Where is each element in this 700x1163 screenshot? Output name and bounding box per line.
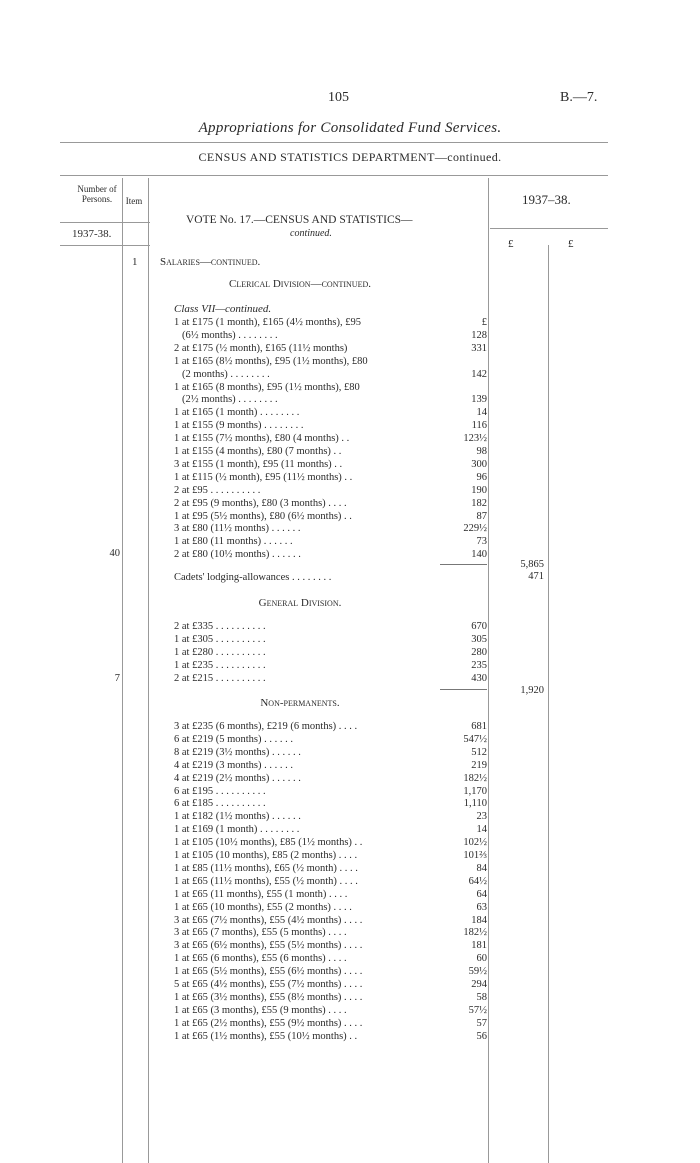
clerical_lines-amount: 123½ <box>463 433 487 445</box>
nonperm_lines-text: 1 at £65 (11½ months), £55 (½ month) . . . . <box>174 875 358 887</box>
nonperm_lines-amount: 56 <box>476 1030 487 1042</box>
nonperm_lines-amount: 63 <box>476 901 487 913</box>
general_lines-amount: 280 <box>471 646 487 658</box>
clerical_lines-text: 3 at £155 (1 month), £95 (11 months) . . <box>174 458 343 470</box>
nonperm_lines-amount: 681 <box>471 721 487 732</box>
nonperm_lines-text: 1 at £182 (1½ months) . . . . . . <box>174 811 301 823</box>
nonperm_lines-text: 6 at £195 . . . . . . . . . . <box>174 785 266 797</box>
clerical_lines-amount: 190 <box>471 484 487 496</box>
clerical_lines-text: 1 at £155 (7½ months), £80 (4 months) . . <box>174 433 350 445</box>
clerical_lines-text: 1 at £115 (½ month), £95 (11½ months) . . <box>174 471 353 483</box>
nonperm_lines-amount: 294 <box>471 979 487 990</box>
nonperm_lines-text: 1 at £65 (2½ months), £55 (9½ months) . . . . <box>174 1017 363 1029</box>
nonperm_lines-text: 1 at £65 (10 months), £55 (2 months) . . . . <box>174 901 352 913</box>
pound-header-1: £ <box>508 238 514 250</box>
nonperm_lines-text: 3 at £65 (7½ months), £55 (4½ months) . . . . <box>174 914 363 926</box>
clerical_lines-text: 1 at £165 (8 months), £95 (1½ months), £80 <box>174 381 360 393</box>
nonperm_lines-amount: 182½ <box>463 772 487 784</box>
clerical_lines-text: (2 months) . . . . . . . . <box>182 368 270 380</box>
header-rule-right <box>490 228 608 229</box>
column-header-item: Item <box>125 196 143 206</box>
nonperm_lines-amount: 84 <box>476 862 487 874</box>
clerical_lines-text: 2 at £175 (½ month), £165 (11½ months) <box>174 342 348 354</box>
general_lines-text: 1 at £280 . . . . . . . . . . <box>174 646 266 658</box>
cadets-line: Cadets' lodging-allowances . . . . . . . . <box>174 572 332 583</box>
nonperm_lines-text: 1 at £65 (3 months), £55 (9 months) . . . . <box>174 1004 347 1016</box>
cadets-total: 471 <box>528 571 544 582</box>
nonperm_lines-text: 6 at £219 (5 months) . . . . . . <box>174 733 293 745</box>
clerical_lines-text: 2 at £80 (10½ months) . . . . . . <box>174 549 301 561</box>
page-title: Appropriations for Consolidated Fund Services. <box>198 120 502 136</box>
general-division-heading: General Division. <box>258 597 342 609</box>
nonperm_lines-text: 5 at £65 (4½ months), £55 (7½ months) . . . . <box>174 979 363 990</box>
clerical-persons-count: 40 <box>109 548 120 559</box>
nonperm_lines-text: 1 at £65 (3½ months), £55 (8½ months) . . . . <box>174 991 363 1003</box>
nonperm_lines-amount: 58 <box>476 991 487 1003</box>
clerical_lines-amount: 116 <box>471 420 487 432</box>
column-divider-persons <box>122 178 123 1163</box>
nonperm_lines-text: 4 at £219 (2½ months) . . . . . . <box>174 772 301 784</box>
nonperm_lines-text: 1 at £65 (1½ months), £55 (10½ months) . . <box>174 1030 358 1042</box>
general-persons-count: 7 <box>114 673 120 684</box>
general-sum-rule <box>440 689 487 690</box>
nonperm_lines-amount: 14 <box>476 824 487 836</box>
clerical_lines-amount: 140 <box>471 549 487 561</box>
general_lines-amount: 670 <box>471 621 487 632</box>
clerical_lines-amount: 98 <box>476 446 487 457</box>
salaries-heading: Salaries—continued. <box>160 256 261 268</box>
general-total: 1,920 <box>520 685 544 696</box>
clerical_lines-text: 2 at £95 . . . . . . . . . . <box>174 484 261 496</box>
nonperm_lines-amount: 1,110 <box>463 798 487 810</box>
column-header-year-left: 1937-38. <box>72 228 112 240</box>
vote-title: VOTE No. 17.—CENSUS AND STATISTICS— <box>186 214 413 226</box>
clerical_lines-amount: 300 <box>471 458 487 470</box>
item-number: 1 <box>132 256 138 268</box>
nonperm_lines-text: 3 at £235 (6 months), £219 (6 months) . . . . <box>174 721 358 732</box>
clerical_lines-text: 1 at £80 (11 months) . . . . . . <box>174 536 293 548</box>
nonperm_lines-amount: 1,170 <box>463 785 487 797</box>
column-divider-amount <box>488 178 489 1163</box>
nonperm_lines-text: 1 at £169 (1 month) . . . . . . . . <box>174 824 300 836</box>
clerical_lines-amount: 139 <box>471 394 487 406</box>
clerical_lines-text: 1 at £175 (1 month), £165 (4½ months), £95 <box>174 317 361 328</box>
nonperm_lines-amount: 23 <box>476 811 487 823</box>
title-rule <box>60 142 608 143</box>
nonperm_lines-text: 1 at £65 (5½ months), £55 (6½ months) . . . . <box>174 966 363 978</box>
class-heading: Class VII—continued. <box>174 303 272 315</box>
clerical_lines-text: 1 at £165 (1 month) . . . . . . . . <box>174 407 300 419</box>
clerical_lines-amount: 331 <box>471 342 487 354</box>
nonperm_lines-amount: 184 <box>471 914 487 926</box>
department-heading: CENSUS AND STATISTICS DEPARTMENT—continued. <box>198 150 502 164</box>
nonperm_lines-amount: 64½ <box>468 875 487 887</box>
clerical_lines-text: 2 at £95 (9 months), £80 (3 months) . . . . <box>174 497 347 509</box>
clerical-total: 5,865 <box>520 559 544 570</box>
nonperm_lines-amount: 60 <box>476 953 487 965</box>
nonperm_lines-text: 1 at £105 (10½ months), £85 (1½ months) . . <box>174 837 363 849</box>
clerical_lines-text: 1 at £155 (4 months), £80 (7 months) . . <box>174 446 342 457</box>
clerical_lines-text: 1 at £165 (8½ months), £95 (1½ months), £80 <box>174 355 368 367</box>
nonperm_lines-text: 3 at £65 (7 months), £55 (5 months) . . . . <box>174 927 347 939</box>
general_lines-text: 1 at £305 . . . . . . . . . . <box>174 633 266 645</box>
column-divider-item <box>148 178 149 1163</box>
clerical_lines-text: 3 at £80 (11½ months) . . . . . . <box>174 523 301 535</box>
general_lines-amount: 305 <box>471 633 487 645</box>
nonperm_lines-text: 1 at £65 (11 months), £55 (1 month) . . . . <box>174 888 348 900</box>
nonperm_lines-amount: 181 <box>471 940 487 952</box>
nonperm_lines-amount: 57½ <box>468 1004 487 1016</box>
clerical_lines-amount: 14 <box>476 407 487 419</box>
non-permanents-heading: Non-permanents. <box>260 697 340 709</box>
nonperm_lines-amount: 59½ <box>468 966 487 978</box>
nonperm_lines-amount: 64 <box>476 888 487 900</box>
page-number: 105 <box>328 90 349 105</box>
clerical_lines-text: (2½ months) . . . . . . . . <box>182 394 278 406</box>
nonperm_lines-amount: 182½ <box>463 927 487 939</box>
clerical_lines-text: (6½ months) . . . . . . . . <box>182 329 278 341</box>
column-header-persons: Number of Persons. <box>77 184 117 204</box>
nonperm_lines-text: 3 at £65 (6½ months), £55 (5½ months) . . . . <box>174 940 363 952</box>
column-header-year-right: 1937–38. <box>522 192 571 207</box>
nonperm_lines-text: 1 at £105 (10 months), £85 (2 months) . . . . <box>174 850 358 861</box>
nonperm_lines-text: 1 at £65 (6 months), £55 (6 months) . . . . <box>174 953 347 965</box>
clerical_lines-amount: 229½ <box>463 523 487 535</box>
nonperm_lines-amount: 102½ <box>463 837 487 849</box>
pound-header-2: £ <box>568 238 574 250</box>
nonperm_lines-text: 8 at £219 (3½ months) . . . . . . <box>174 746 301 758</box>
clerical_lines-text: 1 at £95 (5½ months), £80 (6½ months) . . <box>174 510 352 522</box>
nonperm_lines-amount: 547½ <box>463 733 487 745</box>
nonperm_lines-text: 6 at £185 . . . . . . . . . . <box>174 798 266 810</box>
general_lines-amount: 430 <box>471 672 487 684</box>
nonperm_lines-text: 1 at £85 (11½ months), £65 (½ month) . . . . <box>174 862 358 874</box>
clerical_lines-amount: £ <box>481 317 487 328</box>
clerical_lines-text: 1 at £155 (9 months) . . . . . . . . <box>174 420 304 432</box>
document-reference: B.—7. <box>560 90 598 105</box>
general_lines-text: 1 at £235 . . . . . . . . . . <box>174 659 266 671</box>
vote-continued: continued. <box>290 228 332 239</box>
general_lines-text: 2 at £215 . . . . . . . . . . <box>174 672 266 684</box>
department-rule <box>60 175 608 176</box>
clerical_lines-amount: 73 <box>476 536 487 548</box>
clerical_lines-amount: 142 <box>471 368 487 380</box>
clerical-sum-rule <box>440 564 487 565</box>
clerical_lines-amount: 96 <box>476 471 487 483</box>
header-rule-left-2 <box>60 245 150 246</box>
nonperm_lines-amount: 512 <box>471 746 487 758</box>
nonperm_lines-amount: 219 <box>471 759 487 771</box>
nonperm_lines-amount: 101⅔ <box>463 850 487 861</box>
clerical_lines-amount: 128 <box>471 329 487 341</box>
nonperm_lines-text: 4 at £219 (3 months) . . . . . . <box>174 759 293 771</box>
general_lines-text: 2 at £335 . . . . . . . . . . <box>174 621 266 632</box>
clerical-division-heading: Clerical Division—continued. <box>229 278 371 290</box>
general_lines-amount: 235 <box>471 659 487 671</box>
clerical_lines-amount: 87 <box>476 510 487 522</box>
nonperm_lines-amount: 57 <box>476 1017 487 1029</box>
clerical_lines-amount: 182 <box>471 497 487 509</box>
header-rule-left <box>60 222 150 223</box>
